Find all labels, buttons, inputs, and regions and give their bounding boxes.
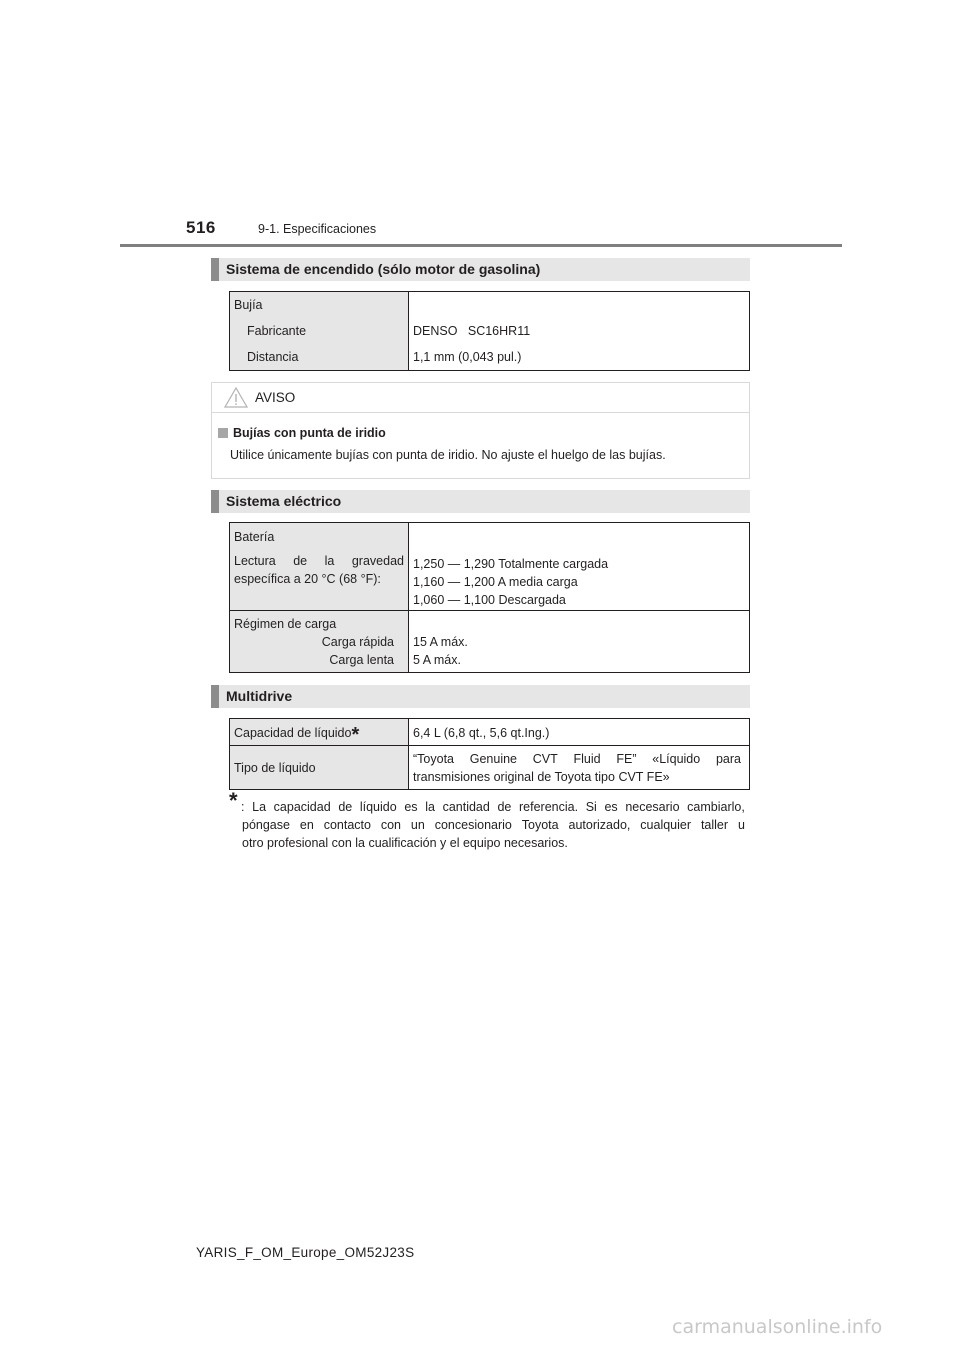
fn-word: de — [338, 800, 353, 814]
fluid-value-line1 — [409, 750, 749, 768]
slow-charge-value: 5 A máx. — [413, 653, 461, 667]
spark-plug-label: Bujía — [234, 298, 263, 312]
fluid-word: Genuine — [469, 752, 518, 766]
fluid-word: FE” — [616, 752, 637, 766]
battery-label: Batería — [234, 530, 275, 544]
notice-title: AVISO — [255, 390, 296, 405]
fn-word: Si — [585, 800, 597, 814]
fn-word: u — [737, 818, 745, 832]
footnote-marker: * — [229, 788, 238, 813]
fluid-word: para — [715, 752, 741, 766]
capacity-value-cell — [409, 719, 750, 746]
gap-label: Distancia — [247, 350, 299, 364]
fluid-value-cell — [409, 746, 750, 790]
fn-word: cualquier — [640, 818, 692, 832]
section-header-multidrive — [211, 685, 750, 708]
manufacturer-value: DENSO SC16HR11 — [413, 324, 531, 338]
ignition-label-cell — [230, 292, 409, 371]
capacity-label-cell — [230, 719, 409, 746]
fn-word: La — [252, 800, 267, 814]
fn-word: necesario — [625, 800, 680, 814]
fn-word: con — [380, 818, 402, 832]
gravity-word: de — [293, 554, 308, 568]
fn-word: autorizado, — [568, 818, 631, 832]
notice-item-title: Bujías con punta de iridio — [233, 426, 386, 440]
asterisk-marker: * — [351, 724, 360, 746]
ignition-value-cell — [409, 292, 750, 371]
fluid-value-line2: transmisiones original de Toyota tipo CVT FE» — [413, 770, 670, 784]
fluid-word: Fluid — [573, 752, 601, 766]
gravity-value-full: 1,250 — 1,290 Totalmente cargada — [413, 557, 609, 571]
section-title-multidrive: Multidrive — [226, 688, 293, 704]
fn-word: en — [299, 818, 314, 832]
fn-word: cambiarlo, — [687, 800, 745, 814]
electrical-table — [229, 522, 750, 673]
watermark: carmanualsonline.info — [672, 1316, 883, 1338]
footnote-line3: otro profesional con la cualificación y el equipo necesarios. — [242, 836, 568, 850]
capacity-label-text: Capacidad de líquido — [234, 726, 352, 740]
fn-word: taller — [700, 818, 729, 832]
fn-word: es — [604, 800, 618, 814]
footer-doc-code: YARIS_F_OM_Europe_OM52J23S — [196, 1245, 415, 1260]
section-header-ignition — [211, 258, 750, 281]
fluid-word: «Líquido — [652, 752, 701, 766]
section-title-electrical: Sistema eléctrico — [226, 493, 342, 509]
fluid-label-cell — [230, 746, 409, 790]
fn-word: un — [410, 818, 425, 832]
fn-word: es — [404, 800, 418, 814]
notice-item-text: Utilice únicamente bujías con punta de iridio. No ajuste el huelgo de las bujías. — [230, 448, 666, 462]
gap-value: 1,1 mm (0,043 pul.) — [413, 350, 522, 364]
battery-value-cell — [409, 523, 750, 611]
notice-header — [212, 383, 749, 413]
fn-word: de — [497, 800, 512, 814]
fn-word: Toyota — [521, 818, 559, 832]
chapter-title: 9-1. Especificaciones — [258, 222, 377, 236]
fn-word: cantidad — [442, 800, 490, 814]
header-rule — [120, 244, 842, 247]
square-bullet-icon — [218, 428, 228, 438]
notice-item-heading — [218, 426, 386, 440]
fn-word: la — [425, 800, 435, 814]
gravity-value-discharged: 1,060 — 1,100 Descargada — [413, 593, 566, 607]
fn-word: líquido — [359, 800, 397, 814]
slow-charge-label: Carga lenta — [329, 653, 394, 667]
fast-charge-label: Carga rápida — [321, 635, 394, 649]
fluid-word: “Toyota — [413, 752, 454, 766]
warning-icon — [224, 387, 248, 408]
fn-word: referencia. — [519, 800, 579, 814]
section-title-ignition: Sistema de encendido (sólo motor de gasolina) — [226, 261, 541, 277]
page-number: 516 — [186, 218, 216, 237]
footnote-line1 — [241, 800, 745, 814]
fluid-word: CVT — [532, 752, 558, 766]
footnote-line2 — [242, 818, 745, 832]
charge-value-cell — [409, 611, 750, 673]
fluid-type-label: Tipo de líquido — [234, 761, 316, 775]
battery-label-cell — [230, 523, 409, 611]
gravity-word: Lectura — [234, 554, 276, 568]
charge-rate-label: Régimen de carga — [234, 617, 337, 631]
section-header-electrical — [211, 490, 750, 513]
capacity-label — [230, 724, 408, 746]
fn-word: póngase — [242, 818, 290, 832]
fn-word: : — [241, 800, 245, 814]
notice-box — [211, 382, 750, 479]
charge-label-cell — [230, 611, 409, 673]
fn-word: concesionario — [434, 818, 512, 832]
gravity-label-line1 — [230, 552, 408, 570]
gravity-word: la — [324, 554, 335, 568]
gravity-value-half: 1,160 — 1,200 A media carga — [413, 575, 578, 589]
fn-word: contacto — [323, 818, 371, 832]
capacity-value: 6,4 L (6,8 qt., 5,6 qt.Ing.) — [413, 726, 550, 740]
fast-charge-value: 15 A máx. — [413, 635, 468, 649]
fn-word: capacidad — [273, 800, 331, 814]
gravity-label-line2: específica a 20 °C (68 °F): — [234, 572, 381, 586]
multidrive-table — [229, 718, 750, 790]
gravity-word: gravedad — [351, 554, 404, 568]
manufacturer-label: Fabricante — [247, 324, 307, 338]
ignition-table — [229, 291, 750, 371]
